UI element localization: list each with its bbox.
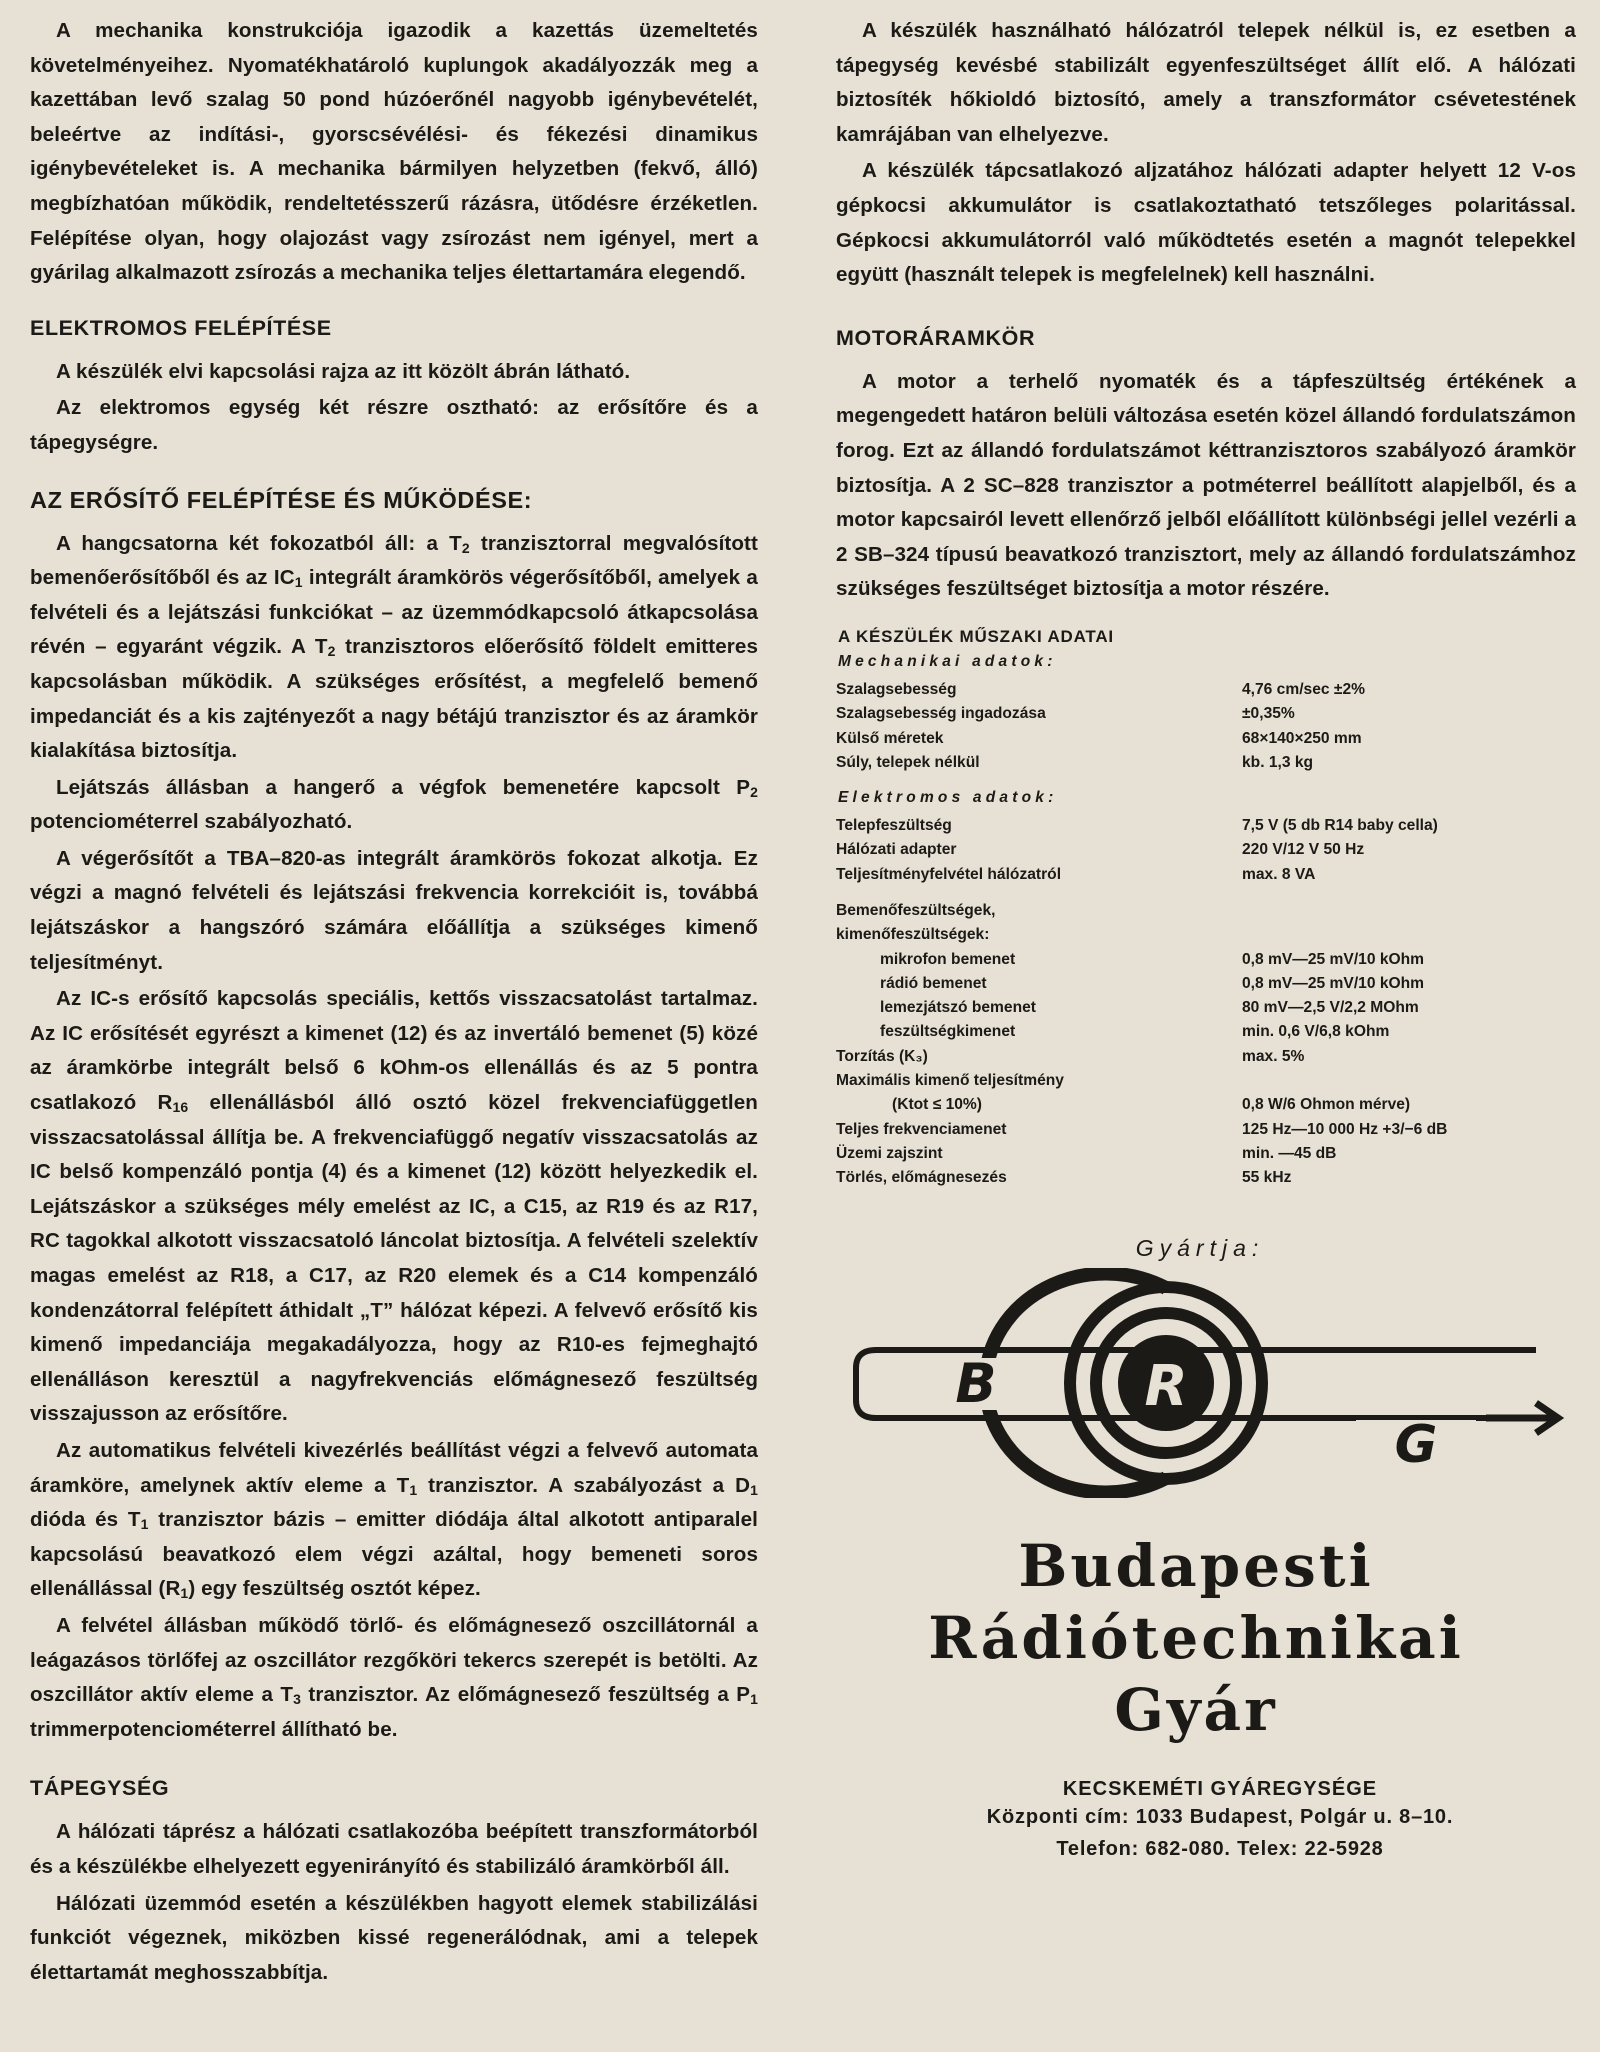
- spec-row: [836, 1069, 1576, 1093]
- spec-row: [836, 814, 1576, 838]
- subscript: 1: [294, 574, 303, 591]
- spec-label: Hálózati adapter: [836, 841, 957, 859]
- subscript: 2: [461, 539, 470, 556]
- erosito-paragraph-5: [30, 1434, 758, 1607]
- spec-label: Torzítás (K₃): [836, 1047, 928, 1065]
- spec-label: Teljes frekvenciamenet: [836, 1120, 1007, 1138]
- company-line-2: Rádiótechnikai: [928, 1603, 1464, 1672]
- spec-label: feszültségkimenet: [880, 1023, 1016, 1041]
- text: trimmerpotenciométerrel állítható be.: [30, 1717, 398, 1741]
- spec-row: [836, 948, 1576, 972]
- elektromos-paragraph-1: A készülék elvi kapcsolási rajza az itt közölt ábrán látható.: [56, 359, 631, 383]
- text: Az automatikus felvételi kivezérlés beállítást végzi a felvevő automata áramköre, amelynek aktív eleme a T: [30, 1438, 758, 1497]
- subscript: 2: [750, 783, 758, 800]
- text: A hangcsatorna két fokozatból áll: a T: [56, 531, 462, 555]
- company-phone: Telefon: 682-080. Telex: 22-5928: [1056, 1837, 1384, 1860]
- subscript: 1: [180, 1585, 189, 1602]
- specs-table: [836, 627, 1576, 1191]
- brg-logo-graphic: [836, 1268, 1576, 1498]
- spec-row: [836, 1166, 1576, 1190]
- elektromos-paragraph-2: Az elektromos egység két részre osztható: az erősítőre és a tápegységre.: [30, 396, 758, 454]
- logo-letter-r: R: [1144, 1353, 1188, 1419]
- spec-value: 0,8 mV—25 mV/10 kOhm: [1242, 950, 1425, 968]
- spec-value: 80 mV—2,5 V/2,2 MOhm: [1242, 999, 1419, 1017]
- spec-value: min. 0,6 V/6,8 kOhm: [1242, 1023, 1390, 1041]
- spec-value: 125 Hz—10 000 Hz +3/−6 dB: [1242, 1120, 1448, 1138]
- spec-row: [836, 972, 1576, 996]
- spec-row: [836, 1020, 1576, 1044]
- spec-row: [836, 996, 1576, 1020]
- spec-value: 0,8 mV—25 mV/10 kOhm: [1242, 974, 1425, 992]
- spec-row: [836, 1142, 1576, 1166]
- mech-rows: [836, 678, 1576, 775]
- spec-value: ±0,35%: [1242, 705, 1295, 723]
- text: tranzisztor bázis – emitter diódája által alkotott antiparalel kapcsolású beavatkozó elem végzi azáltal, hogy bemeneti soros ellenállással (R: [30, 1508, 759, 1601]
- intro-paragraph: A mechanika konstrukciója igazodik a kazettás üzemeltetés követelményeihez. Nyomatékhatároló kuplungok akadályozzák meg a kazettában levő szalag 50 pond húzóerőnél nagyobb igénybevételét, beleértve az indítási-, gyorscsévélési- és fékezési dinamikus igénybevételeket is. A mechanika bármilyen helyzetben (fekvő, álló) megbízhatóan működik, rendeltetésszerű rázásra, ütődésre érzéketlen. Felépítése olyan, hogy olajozást vagy zsírozást nem igényel, mert a gyárilag alkalmazott zsírozás a mechanika teljes élettartamára elegendő.: [30, 19, 758, 285]
- spec-row: [836, 1045, 1576, 1069]
- spec-value: 7,5 V (5 db R14 baby cella): [1242, 817, 1438, 835]
- subscript: 1: [409, 1481, 418, 1498]
- maker-label: Gyártja:: [1135, 1234, 1265, 1261]
- company-unit: KECSKEMÉTI GYÁREGYSÉGE: [1062, 1777, 1378, 1800]
- tap-paragraph-2: Hálózati üzemmód esetén a készülékben hagyott elemek stabilizálási funkciót végeznek, miközben kissé regenerálódnak, ami a telepek élettartamát meghosszabbítja.: [30, 1891, 758, 1984]
- heading-tapegyseg: TÁPEGYSÉG: [30, 1776, 170, 1801]
- spec-row: [836, 1118, 1576, 1142]
- spec-row: [836, 1093, 1576, 1117]
- spec-row: [836, 751, 1576, 775]
- spec-label: Teljesítményfelvétel hálózatról: [836, 865, 1062, 883]
- spec-value: max. 8 VA: [1242, 865, 1316, 883]
- text: ellenállásból álló osztó közel frekvenciafüggetlen visszacsatolással állítja be. A frekvenciafüggő negatív visszacsatolás az IC belső kompenzáló pontja (4) és a kimenet (12) között helyezkedik el. Lejátszáskor a szükséges mély emelést az IC, a C15, az R19 és az R17, RC tagokkal alkotott visszacsatoló láncolat biztosítja. A felvételi szelektív magas emelést az R18, a C17, az R20 elemek és a C14 kompenzáló kondenzátorral felépített áthidalt „T” hálózat képezi. A felvevő erősítő kis kimenő impedanciája megakadályozza, hogy az R10-es fejmeghajtó ellenálláson keresztül a nagyfrekvenciás előmágnesező feszültség visszajusson az erősítőre.: [30, 1091, 758, 1426]
- subscript: 1: [750, 1691, 758, 1708]
- spec-label: Maximális kimenő teljesítmény: [836, 1072, 1064, 1090]
- erosito-paragraph-6: [30, 1609, 758, 1747]
- spec-label: Szalagsebesség: [836, 680, 957, 698]
- logo-letter-b: B: [955, 1351, 997, 1415]
- text: potenciométerrel szabályozható.: [30, 810, 353, 834]
- spec-label: lemezjátszó bemenet: [880, 999, 1036, 1017]
- subscript: 1: [750, 1481, 758, 1498]
- spec-label: rádió bemenet: [880, 974, 987, 992]
- spec-label: (Ktot ≤ 10%): [892, 1096, 982, 1114]
- spec-label: Telepfeszültség: [836, 817, 952, 835]
- company-name: [826, 1530, 1566, 1746]
- text: integrált áramkörös végerősítőből, amelyek a felvételi és a lejátszási funkciókat – az üzemmódkapcsoló átkapcsolása révén – egyaránt végzik. A T: [30, 566, 758, 659]
- erosito-paragraph-3: A végerősítőt a TBA–820-as integrált áramkörös fokozat alkotja. Ez végzi a magnó felvételi és lejátszási frekvencia korrekcióit is, továbbá lejátszáskor a hangszóró számára előállítja a szükséges kimenő teljesítményt.: [30, 846, 758, 974]
- erosito-paragraph-4: [30, 982, 758, 1432]
- right-paragraph-2: A készülék tápcsatlakozó aljzatához hálózati adapter helyett 12 V-os gépkocsi akkumulátor is csatlakoztatható tetszőleges polaritással. Gépkocsi akkumulátorról való működtetés esetén a magnót telepekkel együtt (használt telepek is megfelelnek) kell használni.: [836, 159, 1576, 287]
- left-column: [30, 14, 758, 1992]
- erosito-paragraph-2: [30, 771, 758, 840]
- spec-label: mikrofon bemenet: [880, 950, 1016, 968]
- spec-value: 4,76 cm/sec ±2%: [1242, 680, 1365, 698]
- subscript: 16: [172, 1099, 189, 1116]
- spec-value: 55 kHz: [1242, 1169, 1292, 1187]
- spec-row: [836, 899, 1576, 923]
- spec-value: max. 5%: [1242, 1047, 1305, 1065]
- text: Az IC-s erősítő kapcsolás speciális, kettős visszacsatolást tartalmaz. Az IC erősítését egyrészt a kimenet (12) és az invertáló bemenet (5) közé az áramkörbe integrált belső 6 kOhm-os ellenállás és az 5 pontra csatlakozó R: [30, 987, 758, 1115]
- spec-row: [836, 702, 1576, 726]
- spec-label: Törlés, előmágnesezés: [836, 1169, 1007, 1187]
- text: tranzisztor. Az előmágnesező feszültség a P: [301, 1683, 751, 1707]
- text: Lejátszás állásban a hangerő a végfok bemenetére kapcsolt P: [56, 775, 751, 799]
- right-paragraph-1: A készülék használható hálózatról telepek nélkül is, ez esetben a tápegység kevésbé stabilizált egyenfeszültséget állít elő. A hálózati biztosíték hőkioldó biztosító, amely a transzformátor csévetestének kamrájában van elhelyezve.: [836, 19, 1576, 146]
- heading-elektromos: ELEKTROMOS FELÉPÍTÉSE: [30, 315, 332, 340]
- text: A felvétel állásban működő törlő- és előmágnesező oszcillátornál a leágazásos törlőfej az oszcillátor rezgőköri tekercs szerepét is betölti. Az oszcillátor aktív eleme a T: [30, 1613, 758, 1707]
- heading-erosito: AZ ERŐSÍTŐ FELÉPÍTÉSE ÉS MŰKÖDÉSE:: [30, 486, 533, 513]
- spec-label: Üzemi zajszint: [836, 1144, 943, 1162]
- spec-value: 68×140×250 mm: [1242, 729, 1362, 747]
- spec-label: Súly, telepek nélkül: [836, 753, 980, 771]
- erosito-paragraph-1: [30, 527, 758, 769]
- text: tranzisztor. A szabályozást a D: [417, 1473, 751, 1497]
- spec-value: min. —45 dB: [1242, 1144, 1337, 1162]
- spec-value: 0,8 W/6 Ohmon mérve): [1242, 1096, 1411, 1114]
- elec-group-title: Elektromos adatok:: [838, 789, 1058, 807]
- mech-group-title: Mechanikai adatok:: [838, 652, 1057, 670]
- text: dióda és T: [30, 1508, 141, 1532]
- company-line-3: Gyár: [1114, 1675, 1278, 1744]
- rest-rows: [836, 1045, 1576, 1191]
- motor-paragraph: A motor a terhelő nyomaték és a tápfeszültség értékének a megengedett határon belüli változása esetén közel állandó fordulatszámon forog. Ezt az állandó fordulatszámot kéttranzisztoros szabályozó áramkör biztosítja. A 2 SC–828 tranzisztor a potméterrel beállított alapjelből, és a motor kapcsairól levett ellenőrző jelből előállított különbségi jellel vezérli a 2 SB–324 típusú beavatkozó tranzisztort, mely az állandó fordulatszámhoz szükséges feszültséget biztosítja a motor részére.: [836, 369, 1576, 601]
- spec-row: [836, 678, 1576, 702]
- spec-value: 220 V/12 V 50 Hz: [1242, 841, 1365, 859]
- text: tranzisztoros előerősítő földelt emitteres kapcsolásban működik. A szükséges erősítést, a megfelelő bemenő impedanciát és a kis zajtényezőt a nagy bétájú tranzisztor és az áramkör kialakítása biztosítja.: [30, 635, 758, 763]
- spec-value: [1242, 1069, 1576, 1093]
- subscript: 3: [293, 1691, 301, 1708]
- spec-row: [836, 923, 1576, 947]
- text: tranzisztorral megvalósított bemenőerősítőből és az IC: [30, 531, 758, 590]
- elec-rows: [836, 814, 1576, 887]
- heading-motor: MOTORÁRAMKÖR: [836, 325, 1036, 350]
- spec-label: Külső méretek: [836, 729, 944, 747]
- specs-title: A KÉSZÜLÉK MŰSZAKI ADATAI: [838, 626, 1114, 646]
- logo-arrow: [1486, 1403, 1558, 1433]
- subscript: 1: [140, 1516, 149, 1533]
- spec-row: [836, 727, 1576, 751]
- company-line-1: Budapesti: [1018, 1531, 1374, 1600]
- spec-row: [836, 838, 1576, 862]
- logo-band-end: [856, 1350, 876, 1418]
- spec-label: kimenőfeszültségek:: [836, 926, 990, 944]
- company-address: Központi cím: 1033 Budapest, Polgár u. 8–10.: [986, 1805, 1454, 1828]
- text: ) egy feszültség osztót képez.: [188, 1577, 481, 1601]
- spec-row: [836, 863, 1576, 887]
- tap-paragraph-1: A hálózati táprész a hálózati csatlakozóba beépített transzformátorból és a készülékbe elhelyezett egyenirányító és stabilizáló áramkörből áll.: [30, 1820, 758, 1878]
- spec-value: kb. 1,3 kg: [1242, 753, 1314, 771]
- logo-letter-g: G: [1394, 1414, 1438, 1475]
- right-column: [836, 14, 1576, 1865]
- brg-logo: [836, 1268, 1576, 1498]
- spec-label: Bemenőfeszültségek,: [836, 901, 996, 919]
- io-rows: [836, 948, 1576, 1045]
- subscript: 2: [327, 643, 336, 660]
- spec-label: Szalagsebesség ingadozása: [836, 705, 1046, 723]
